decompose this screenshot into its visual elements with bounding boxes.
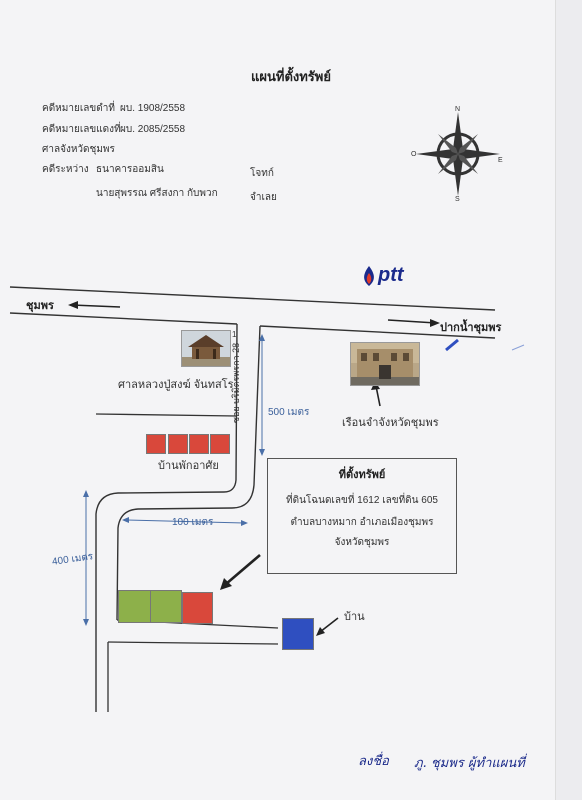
left-destination-label: ชุมพร [26,300,54,312]
distance-100-label: 100 เมตร [172,517,214,528]
property-block-green-1 [118,590,151,623]
page-title: แผนที่ตั้งทรัพย์ [251,69,331,84]
distance-500-label: 500 เมตร [268,407,310,418]
prison-label: เรือนจำจังหวัดชุมพร [342,417,439,429]
defendant-name: นายสุพรรณ ศรีสงกา กับพวก [96,188,218,199]
red-case-label: คดีหมายเลขแดงที่ [42,124,121,135]
red-case-number: ผบ. 2085/2558 [120,124,186,135]
compass-n: N [455,106,461,113]
housing-block-4 [210,434,230,454]
black-case-label: คดีหมายเลขดำที่ [42,103,115,114]
compass-w: O [411,151,417,158]
signature-label: ลงชื่อ [358,754,389,769]
temple-marker: 1 [232,330,237,339]
black-case-number: ผบ. 1908/2558 [120,103,186,114]
right-destination-label: ปากน้ำชุมพร [440,322,502,334]
property-deed-line: ที่ดินโฉนดเลขที่ 1612 เลขที่ดิน 605 [286,495,438,506]
temple-label: ศาลหลวงปู่สงฆ์ จันทสโร [118,379,234,391]
defendant-role: จำเลย [250,192,277,203]
housing-block-2 [168,434,188,454]
between-label: คดีระหว่าง [42,164,89,175]
housing-block-1 [146,434,166,454]
property-box-title: ที่ตั้งทรัพย์ [338,469,386,481]
temple-icon [182,331,230,366]
temple-photo [181,330,231,367]
distance-400-label: 400 เมตร [51,551,94,568]
property-info-box [267,458,457,574]
house-block [282,618,314,650]
property-district-line: ตำบลบางหมาก อำเภอเมืองชุมพร [290,517,434,528]
housing-label: บ้านพักอาศัย [158,460,219,472]
plaintiff-name: ธนาคารออมสิน [96,164,164,175]
property-province-line: จังหวัดชุมพร [334,537,390,548]
property-block-green-2 [150,590,182,623]
housing-block-3 [189,434,209,454]
court-name: ศาลจังหวัดชุมพร [42,144,115,155]
prison-icon [351,343,419,385]
property-block-red [182,592,213,624]
plaintiff-role: โจทก์ [250,168,274,179]
signature-signer: ภู. ชุมพร ผู้ทำแผนที่ [414,756,525,771]
house-label: บ้าน [344,611,365,623]
soi-label: ซอย บริมิตรพรกา 28 [231,342,242,424]
ptt-logo-text: ptt [378,264,404,286]
compass-s: S [455,196,460,203]
compass-e: E [498,157,503,164]
prison-photo [350,342,420,386]
